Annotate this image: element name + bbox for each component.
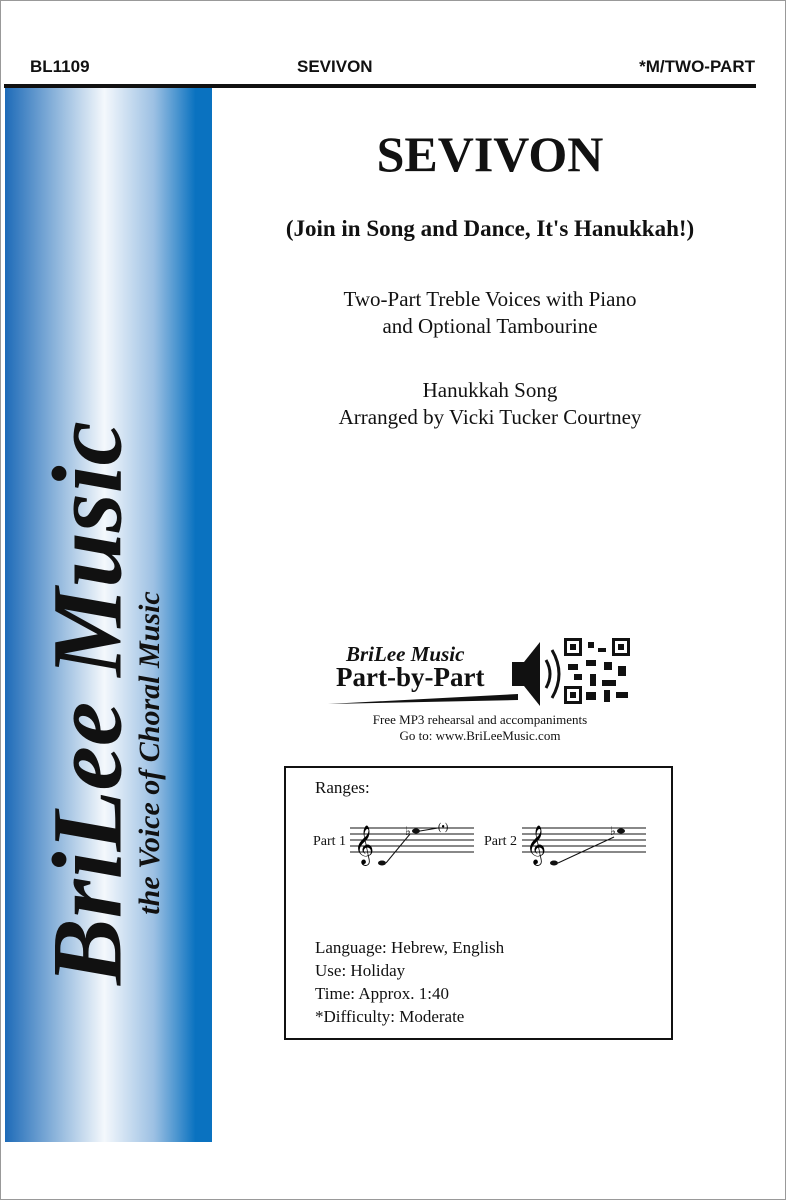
flat-icon: ♭ (610, 824, 616, 838)
pbp-line-1: Free MP3 rehearsal and accompaniments (372, 712, 588, 727)
use: Use: Holiday (315, 961, 406, 980)
catalog-number: BL1109 (30, 57, 90, 76)
part-2-label: Part 2 (484, 834, 518, 849)
part-1-staff (350, 820, 476, 868)
pbp-website[interactable]: Go to: www.BriLeeMusic.com (399, 728, 561, 743)
difficulty: *Difficulty: Moderate (315, 1007, 465, 1026)
ranges-info-box (284, 766, 673, 1040)
song-title: SEVIVON (376, 126, 604, 182)
song-info (315, 936, 504, 1028)
song-subtitle: (Join in Song and Dance, It's Hanukkah!) (285, 216, 695, 241)
song-type: Hanukkah Song (422, 378, 558, 402)
part-by-part-info (320, 712, 640, 744)
pbp-name: Part-by-Part (336, 662, 485, 692)
qr-code-icon (564, 638, 630, 704)
voicing-line-1: Two-Part Treble Voices with Piano (343, 287, 637, 311)
treble-clef-icon: 𝄞 (526, 825, 547, 865)
part-1-label: Part 1 (313, 834, 347, 849)
optional-note: (•) (438, 822, 449, 833)
treble-clef-icon: 𝄞 (354, 825, 375, 865)
pbp-brand: BriLee Music (346, 642, 465, 666)
part-2-staff (522, 820, 648, 868)
voicing-line-2: and Optional Tambourine (382, 314, 598, 338)
time: Time: Approx. 1:40 (315, 984, 449, 1003)
language: Language: Hebrew, English (315, 938, 505, 957)
arranger: Arranged by Vicki Tucker Courtney (338, 405, 642, 429)
header-title: SEVIVON (297, 57, 373, 76)
part-by-part-logo (328, 636, 633, 706)
flat-icon: ♭ (405, 824, 411, 838)
brand-tagline: the Voice of Choral Music (133, 591, 166, 915)
brand-logo-text: BriLee Music (31, 421, 143, 985)
ranges-label: Ranges: (315, 778, 370, 797)
brand-sidebar (5, 88, 212, 1142)
header-voicing: *M/TWO-PART (639, 57, 755, 76)
